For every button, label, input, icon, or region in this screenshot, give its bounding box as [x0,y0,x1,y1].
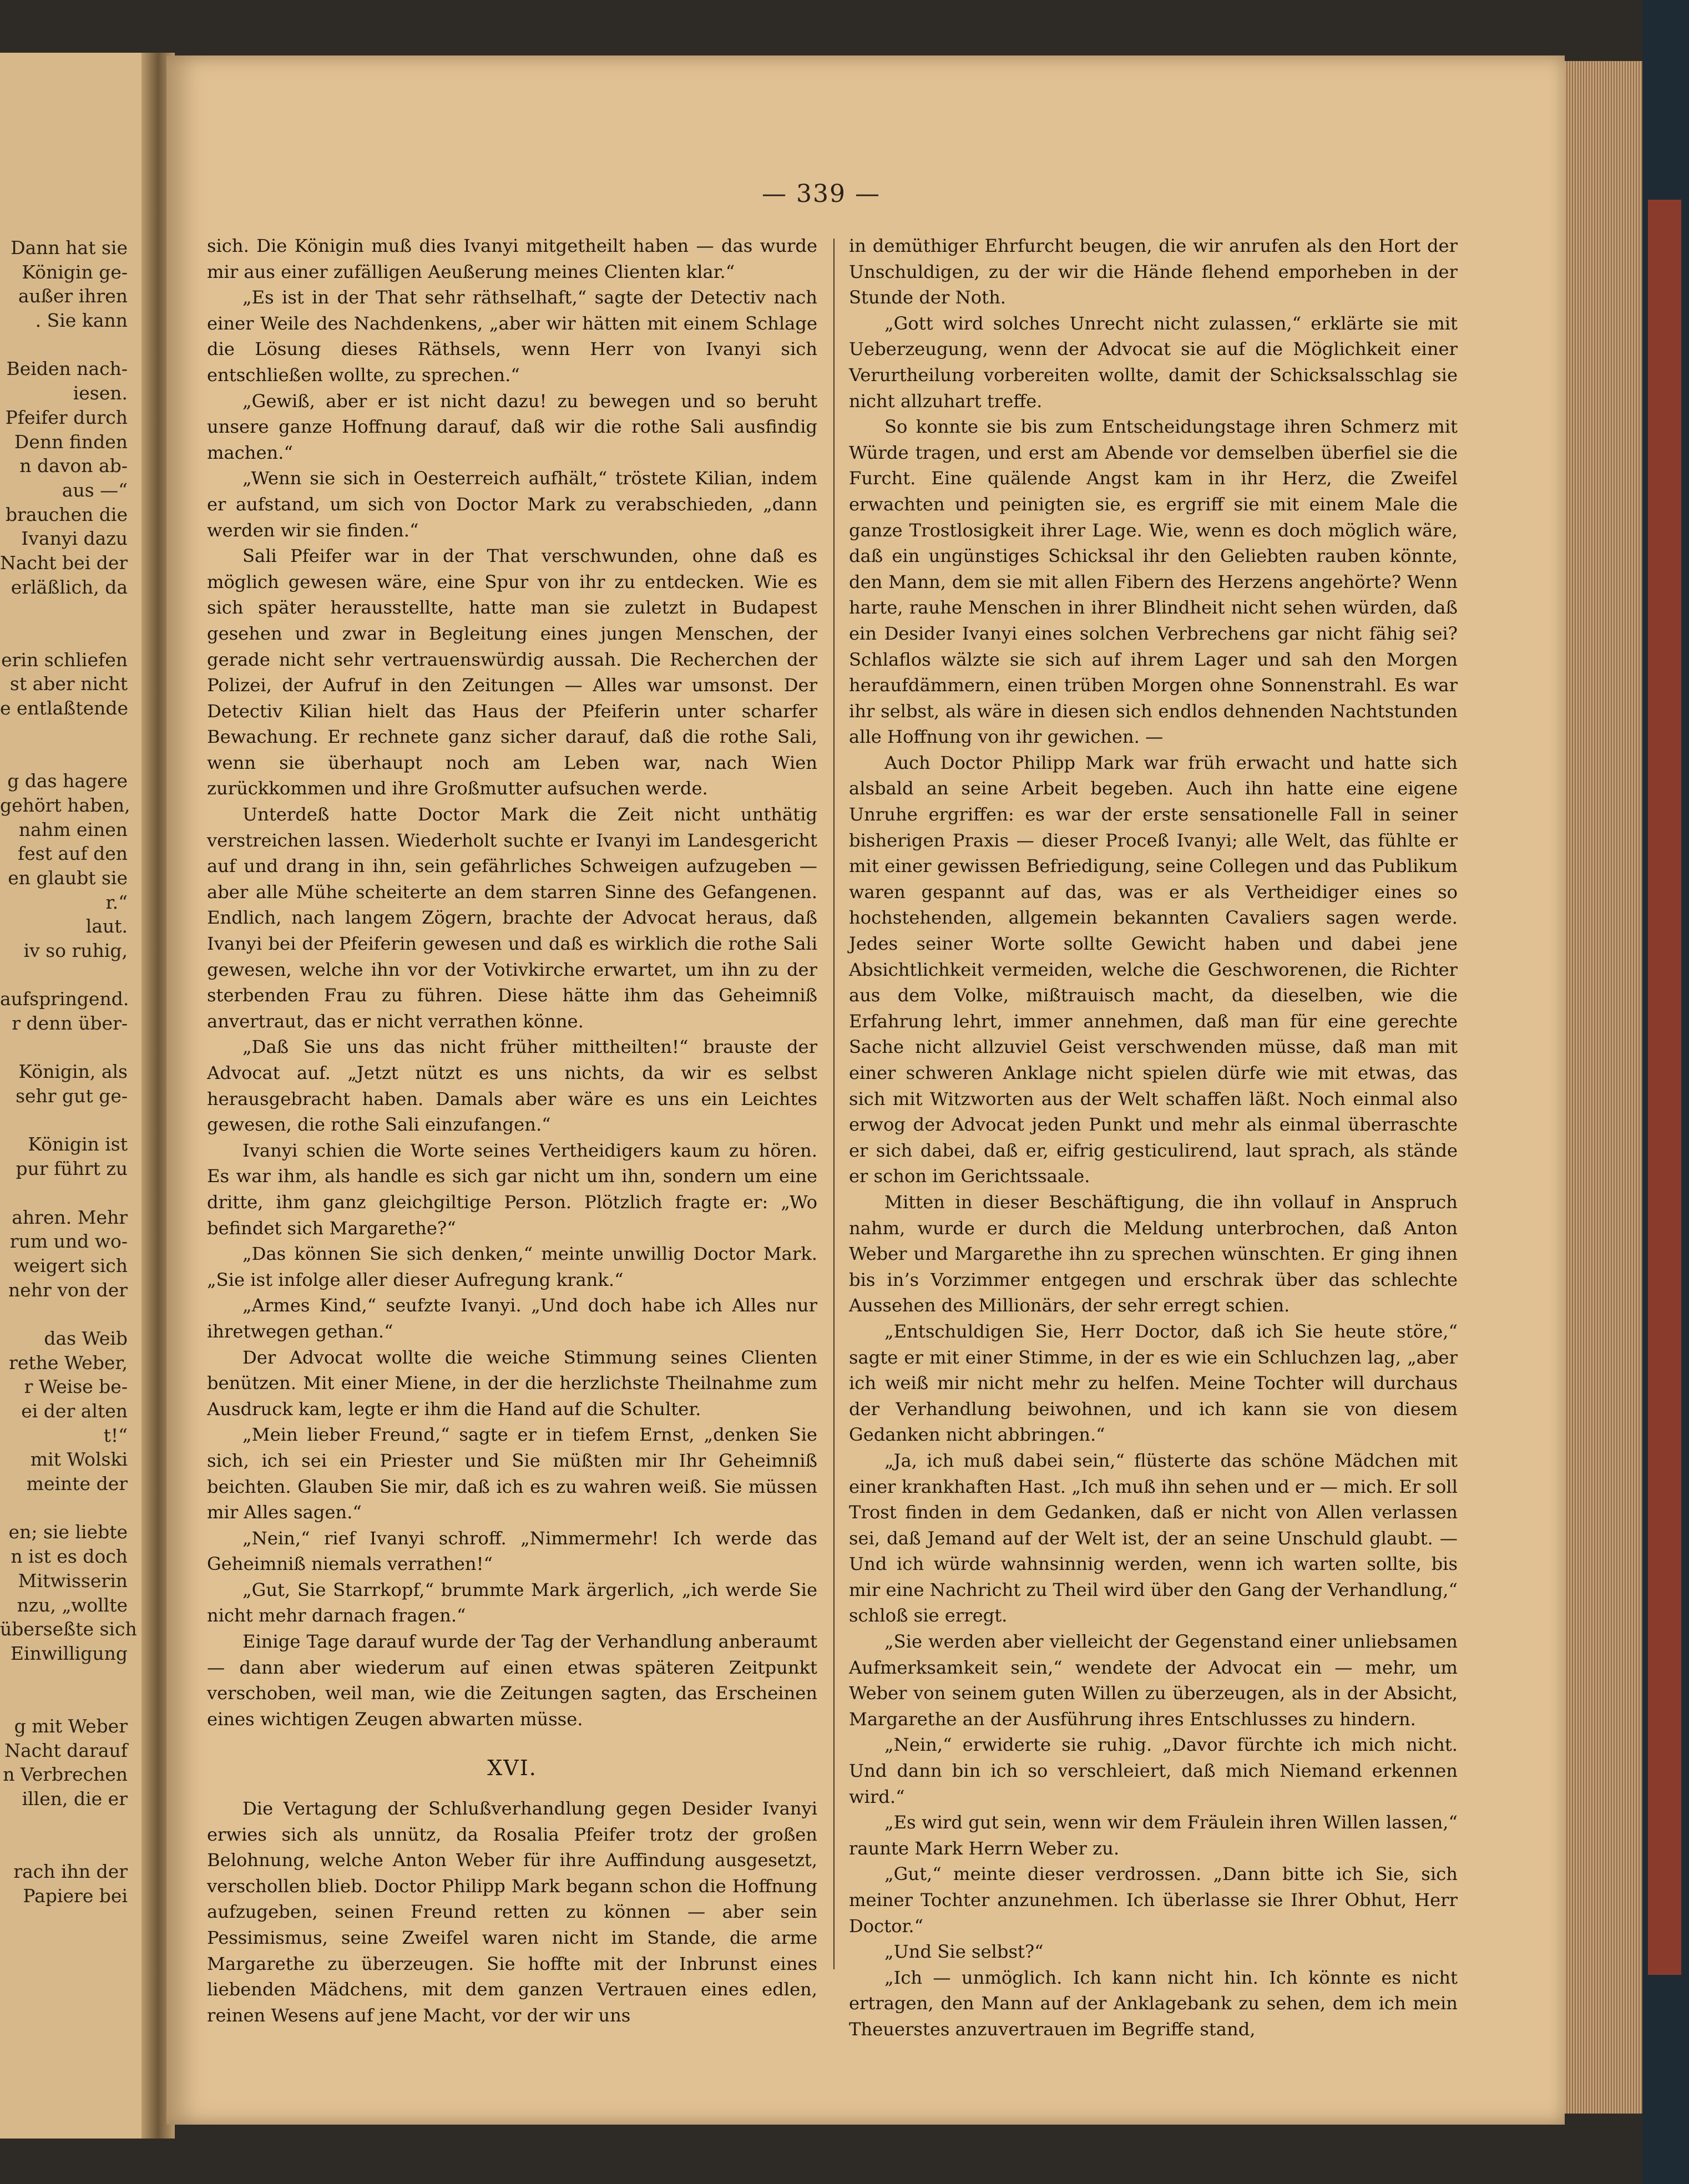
left-page-line: das Weib [44,1327,128,1349]
paragraph: Der Advocat wollte die weiche Stimmung seines Clienten benützen. Mit einer Miene, in der die herzlichste Theilnahme zum Ausdruck kam, legte er ihm die Hand auf die Schulter. [207,1346,817,1420]
left-page-line: nahm einen [18,818,128,840]
paragraph: „Daß Sie uns das nicht früher mittheilten!“ brauste der Advocat auf. „Jetzt nützt es uns nichts, da wir es selbst herausgebracht haben. Damals aber wäre es uns ein Leichtes gewesen, die rothe Sali einzufangen.“ [207,1036,817,1136]
paragraph: „Und Sie selbst?“ [884,1941,1044,1963]
cover-spine-strip [1648,200,1681,1975]
left-page-line [0,1108,128,1133]
paragraph: Sali Pfeifer war in der That verschwunden, ohne daß es möglich gewesen wäre, eine Spur von ihr zu entdecken. Wie es sich später herausstellte, hatte man sie zuletzt in Budapest gesehen und zwar in Begleitung eines jungen Menschen, der gerade nicht sehr vertrauenswürdig aussah. Die Recherchen der Polizei, der Aufruf in den Zeitungen — Alles war umsonst. Der Detectiv Kilian hielt das Haus der Pfeiferin unter scharfer Bewachung. Er rechnete ganz sicher darauf, daß die rothe Sali, wenn sie überhaupt noch am Leben war, nach Wien zurückkommen und ihre Großmutter aufsuchen werde. [207,545,817,799]
left-page-line: fest auf den [18,843,128,865]
paragraph: Mitten in dieser Beschäftigung, die ihn vollauf in Anspruch nahm, wurde er durch die Meldung unterbrochen, daß Anton Weber und Margarethe ihn zu sprechen wünschten. Er ging ihnen bis in’s Vorzimmer entgegen und erschrak über das schlechte Aussehen des Millionärs, der sehr erregt schien. [849,1191,1458,1316]
paragraph: „Entschuldigen Sie, Herr Doctor, daß ich Sie heute störe,“ sagte er mit einer Stimme, in der es wie ein Schluchzen lag, „aber ich weiß mir nicht mehr zu helfen. Meine Tochter will durchaus der Verhandlung beiwohnen, und ich kann sie von diesem Gedanken nicht abbringen.“ [849,1320,1458,1446]
left-page-line: Nacht darauf [4,1739,128,1761]
column-left-paragraphs-after [207,1796,817,2028]
left-page-line: Königin, als [18,1061,128,1083]
left-page-line: laut. [85,915,128,938]
left-page-line: Beiden nach- [6,358,128,380]
column-right-paragraphs [849,233,1458,2043]
left-page-line [0,333,128,357]
paragraph: „Das können Sie sich denken,“ meinte unwillig Doctor Mark. „Sie ist infolge aller dieser Aufregung krank.“ [207,1243,817,1290]
paragraph: „Es ist in der That sehr räthselhaft,“ sagte der Detectiv nach einer Weile des Nachdenkens, „aber wir hätten mit einem Schlage die Lösung dieses Räthsels, wenn Herr von Ivanyi sich entschließen wollte, zu sprechen.“ [207,287,817,386]
left-page-line: aus —“ [62,479,128,501]
left-page-line: Dann hat sie [11,237,128,259]
left-page-line: iv so ruhig, [23,939,128,961]
paragraph: „Gut, Sie Starrkopf,“ brummte Mark ärgerlich, „ich werde Sie nicht mehr darnach fragen.“ [207,1579,817,1626]
paragraph: „Gut,“ meinte dieser verdrossen. „Dann bitte ich Sie, sich meiner Tochter anzunehmen. Ich überlasse sie Ihrer Obhut, Herr Doctor.“ [849,1863,1458,1937]
left-page-line [0,1496,128,1521]
left-page-line [0,1302,128,1326]
left-page-line: aufspringend. [0,988,129,1010]
left-page-line: pur führt zu [16,1158,128,1180]
left-page-line: g das hagere [7,770,128,792]
text-column-right [849,233,1458,2043]
left-page-line: erin schliefen [1,648,128,671]
left-page-line: Königin ist [28,1133,128,1156]
left-page-text-fragments [0,236,137,1908]
left-page-line [0,1835,128,1859]
left-page-line: n Verbrechen [3,1764,128,1786]
text-column-left [207,233,817,2028]
left-page-line: r denn über- [12,1012,128,1034]
left-page-line: g mit Weber [14,1715,128,1737]
left-page-line: . Sie kann [35,310,128,332]
book-cover [1642,0,1689,2184]
paragraph: „Nein,“ erwiderte sie ruhig. „Davor fürchte ich mich nicht. Und dann bin ich so verschleiert, daß mich Niemand erkennen wird.“ [849,1734,1458,1807]
paragraph: „Ich — unmöglich. Ich kann nicht hin. Ich könnte es nicht ertragen, den Mann auf der Anklagebank zu sehen, dem ich mein Theuerstes anzuvertrauen im Begriffe stand, [849,1967,1458,2040]
paragraph: So konnte sie bis zum Entscheidungstage ihren Schmerz mit Würde tragen, und erst am Abende vor demselben überfiel sie die Furcht. Eine quälende Angst kam in ihr Herz, die Zweifel erwachten und peinigten sie, es ergriff sie mit einem Male die ganze Trostlosigkeit ihrer Lage. Wie, wenn es doch möglich wäre, daß ein ungünstiges Schicksal ihr den Geliebten rauben könnte, den Mann, dem sie mit allen Fibern des Herzens angehörte? Wenn harte, rauhe Menschen in ihrer Blindheit nicht sehen würden, daß ein Desider Ivanyi eines solchen Verbrechens gar nicht fähig sei? Schlaflos wälzte sie sich auf ihrem Lager und sah den Morgen heraufdämmern, einen trüben Morgen ohne Sonnenstrahl. Es war ihr selbst, als wäre in diesen sich endlos dehnenden Nachtstunden alle Hoffnung von ihr gewichen. — [849,416,1458,748]
left-page-edge [0,53,150,2139]
left-page-line: außer ihren [18,285,128,307]
left-page-line [0,1690,128,1714]
left-page-line: mit Wolski [30,1448,128,1471]
left-page-line: rach ihn der [13,1861,128,1883]
paragraph: „Gewiß, aber er ist nicht dazu! zu bewegen und so beruht unsere ganze Hoffnung darauf, daß wir die rothe Sali ausfindig machen.“ [207,390,817,463]
column-divider [833,239,835,1969]
left-page-line: Mitwisserin [18,1569,128,1592]
left-page-line: überseßte sich [0,1618,137,1640]
left-page-line: st aber nicht [9,673,128,695]
left-page-line: meinte der [26,1473,128,1495]
paragraph: „Armes Kind,“ seufzte Ivanyi. „Und doch habe ich Alles nur ihretwegen gethan.“ [207,1295,817,1342]
left-page-line: e entlaßtende [0,697,129,719]
column-left-paragraphs [207,233,817,1732]
left-page-line: r.“ [105,891,128,913]
left-page-line: Königin ge- [22,261,128,283]
paragraph: Ivanyi schien die Worte seines Vertheidigers kaum zu hören. Es war ihm, als handle es sich gar nicht um ihn, sondern um eine dritte, ihm ganz gleichgiltige Person. Plötzlich fragte er: „Wo befindet sich Margarethe?“ [207,1139,817,1239]
left-page-line: ei der alten [21,1400,128,1422]
paragraph: „Nein,“ rief Ivanyi schroff. „Nimmermehr! Ich werde das Geheimniß niemals verrathen!“ [207,1527,817,1575]
paragraph: „Wenn sie sich in Oesterreich aufhält,“ tröstete Kilian, indem er aufstand, um sich von Doctor Mark zu verabschieden, „dann werden wir sie finden.“ [207,468,817,541]
paragraph: „Mein lieber Freund,“ sagte er in tiefem Ernst, „denken Sie sich, ich sei ein Priester und Sie müßten mir Ihr Geheimniß beichten. Glauben Sie mir, daß ich es zu wahren weiß. Sie müssen mir Alles sagen.“ [207,1424,817,1523]
paragraph: sich. Die Königin muß dies Ivanyi mitgetheilt haben — das wurde mir aus einer zufälligen Aeußerung meines Clienten klar.“ [207,235,817,282]
left-page-line: weigert sich [13,1254,128,1276]
left-page-line: nzu, „wollte [17,1594,128,1616]
page-edges [1565,61,1642,2114]
paragraph: Auch Doctor Philipp Mark war früh erwacht und hatte sich alsbald an seine Arbeit begeben. Auch ihn hatte eine eigene Unruhe ergriffen: es war der erste sensationelle Fall in seiner bisherigen Praxis — dieser Proceß Ivanyi; alle Welt, das fühlte er mit einer gewissen Befriedigung, seine Collegen und das Publikum waren gespannt auf das, was er als Vertheidiger eines so hochstehenden, allgemein bekannten Cavaliers sagen werde. Jedes seiner Worte sollte Gewicht haben und dabei jene Absichtlichkeit vermeiden, welche die Geschworenen, die Richter aus dem Volke, mißtrauisch macht, da dieselben, wie die Erfahrung lehrt, immer annehmen, daß man für eine gerechte Sache nicht allzuviel Geist verschwenden müsse, daß man mit einer schweren Anklage nicht spielen dürfe wie mit etwas, das sich mit Witzworten aus der Welt schaffen läßt. Noch einmal also erwog der Advocat jeden Punkt und mehr als einmal überraschte er sich dabei, daß er, eifrig gesticulirend, laut sprach, als stände er schon im Gerichtssaale. [849,752,1458,1187]
left-page-line [0,599,128,624]
left-page-line [0,963,128,987]
left-page-line: brauchen die [5,503,128,525]
left-page-line [0,744,128,769]
left-page-line: Papiere bei [23,1884,128,1907]
paragraph: in demüthiger Ehrfurcht beugen, die wir anrufen als den Hort der Unschuldigen, zu der wir die Hände flehend emporheben in der Stunde der Noth. [849,235,1458,308]
left-page-line [0,1181,128,1205]
paragraph: „Gott wird solches Unrecht nicht zulassen,“ erklärte sie mit Ueberzeugung, wenn der Advocat sie auf die Möglichkeit einer Verurtheilung vorbereiten wollte, damit der Schicksalsschlag sie nicht allzuhart treffe. [849,312,1458,412]
left-page-line: rum und wo- [9,1230,128,1253]
left-page-line: n davon ab- [19,455,128,477]
left-page-line: n ist es doch [11,1545,128,1568]
page-number: — 339 — [762,180,881,208]
left-page-line: t!“ [103,1424,128,1446]
left-page-line: Einwilligung [10,1642,128,1664]
paragraph: „Ja, ich muß dabei sein,“ flüsterte das schöne Mädchen mit einer krankhaften Hast. „Ich muß ihn sehen und er — mich. Er soll Trost finden in dem Gedanken, daß er nicht von Allen verlassen sei, daß Jemand auf der Welt ist, der an seine Unschuld glaubt. — Und ich würde wahnsinnig werden, wenn ich warten sollte, bis mir eine Nachricht zu Theil wird über den Gang der Verhandlung,“ schloß sie erregt. [849,1450,1458,1626]
left-page-line [0,1036,128,1060]
left-page-line: erläßlich, da [11,576,128,598]
left-page-line [0,1666,128,1690]
left-page-line: rethe Weber, [9,1351,128,1374]
paragraph: Einige Tage darauf wurde der Tag der Verhandlung anberaumt — dann aber wiederum auf einen etwas späteren Zeitpunkt verschoben, weil man, wie die Zeitungen sagten, das Erscheinen eines wichtigen Zeugen abwarten müsse. [207,1631,817,1730]
left-page-line: en; sie liebte [8,1521,128,1543]
paragraph: Unterdeß hatte Doctor Mark die Zeit nicht unthätig verstreichen lassen. Wiederholt suchte er Ivanyi im Landesgericht auf und drang in ihn, sein gefährliches Schweigen aufzugeben — aber alle Mühe scheiterte an dem starren Sinne des Gefangenen. Endlich, nach langem Zögern, brachte der Advocat heraus, daß Ivanyi bei der Pfeiferin gewesen und daß es wirklich die rothe Sali gewesen, welche ihn vor der Votivkirche erwartet, um ihn zu der sterbenden Frau zu führen. Diese hätte ihm das Geheimniß anvertraut, das er nicht verrathen könne. [207,804,817,1032]
left-page-line: Nacht bei der [0,551,128,574]
left-page-line: ahren. Mehr [12,1206,128,1228]
left-page-line: sehr gut ge- [16,1085,128,1107]
paragraph: „Sie werden aber vielleicht der Gegenstand einer unliebsamen Aufmerksamkeit sein,“ wendete der Advocat ein — mehr, um Weber von seinem guten Willen zu überzeugen, als in der Absicht, Margarethe an der Ausführung ihres Entschlusses zu hindern. [849,1631,1458,1730]
left-page-line: illen, die er [22,1788,128,1810]
paragraph: „Es wird gut sein, wenn wir dem Fräulein ihren Willen lassen,“ raunte Mark Herrn Weber zu. [849,1812,1458,1859]
left-page-line: Ivanyi dazu [21,528,128,550]
left-page-line: r Weise be- [24,1376,128,1398]
left-page-line: nehr von der [8,1279,128,1301]
left-page-line: Denn finden [14,430,128,453]
paragraph: Die Vertagung der Schlußverhandlung gegen Desider Ivanyi erwies sich als unnütz, da Rosalia Pfeifer trotz der großen Belohnung, welche Anton Weber für ihre Auffindung ausgesetzt, verschollen blieb. Doctor Philipp Mark begann schon die Hoffnung aufzugeben, seinen Freund retten zu können — aber sein Pessimismus, seine Zweifel waren nicht im Stande, die arme Margarethe zu überzeugen. Sie hoffte mit der Inbrunst eines liebenden Mädchens, mit dem ganzen Vertrauen eines edlen, reinen Wesens auf jene Macht, vor der wir uns [207,1798,817,2026]
left-page-line [0,624,128,648]
left-page-line: Pfeifer durch [5,406,128,428]
left-page-line [0,721,128,745]
left-page-line: iesen. [73,382,128,404]
chapter-heading: XVI. [487,1756,537,1781]
left-page-line: en glaubt sie [8,866,128,889]
left-page-line: gehört haben, [0,794,130,816]
left-page-line [0,1811,128,1836]
